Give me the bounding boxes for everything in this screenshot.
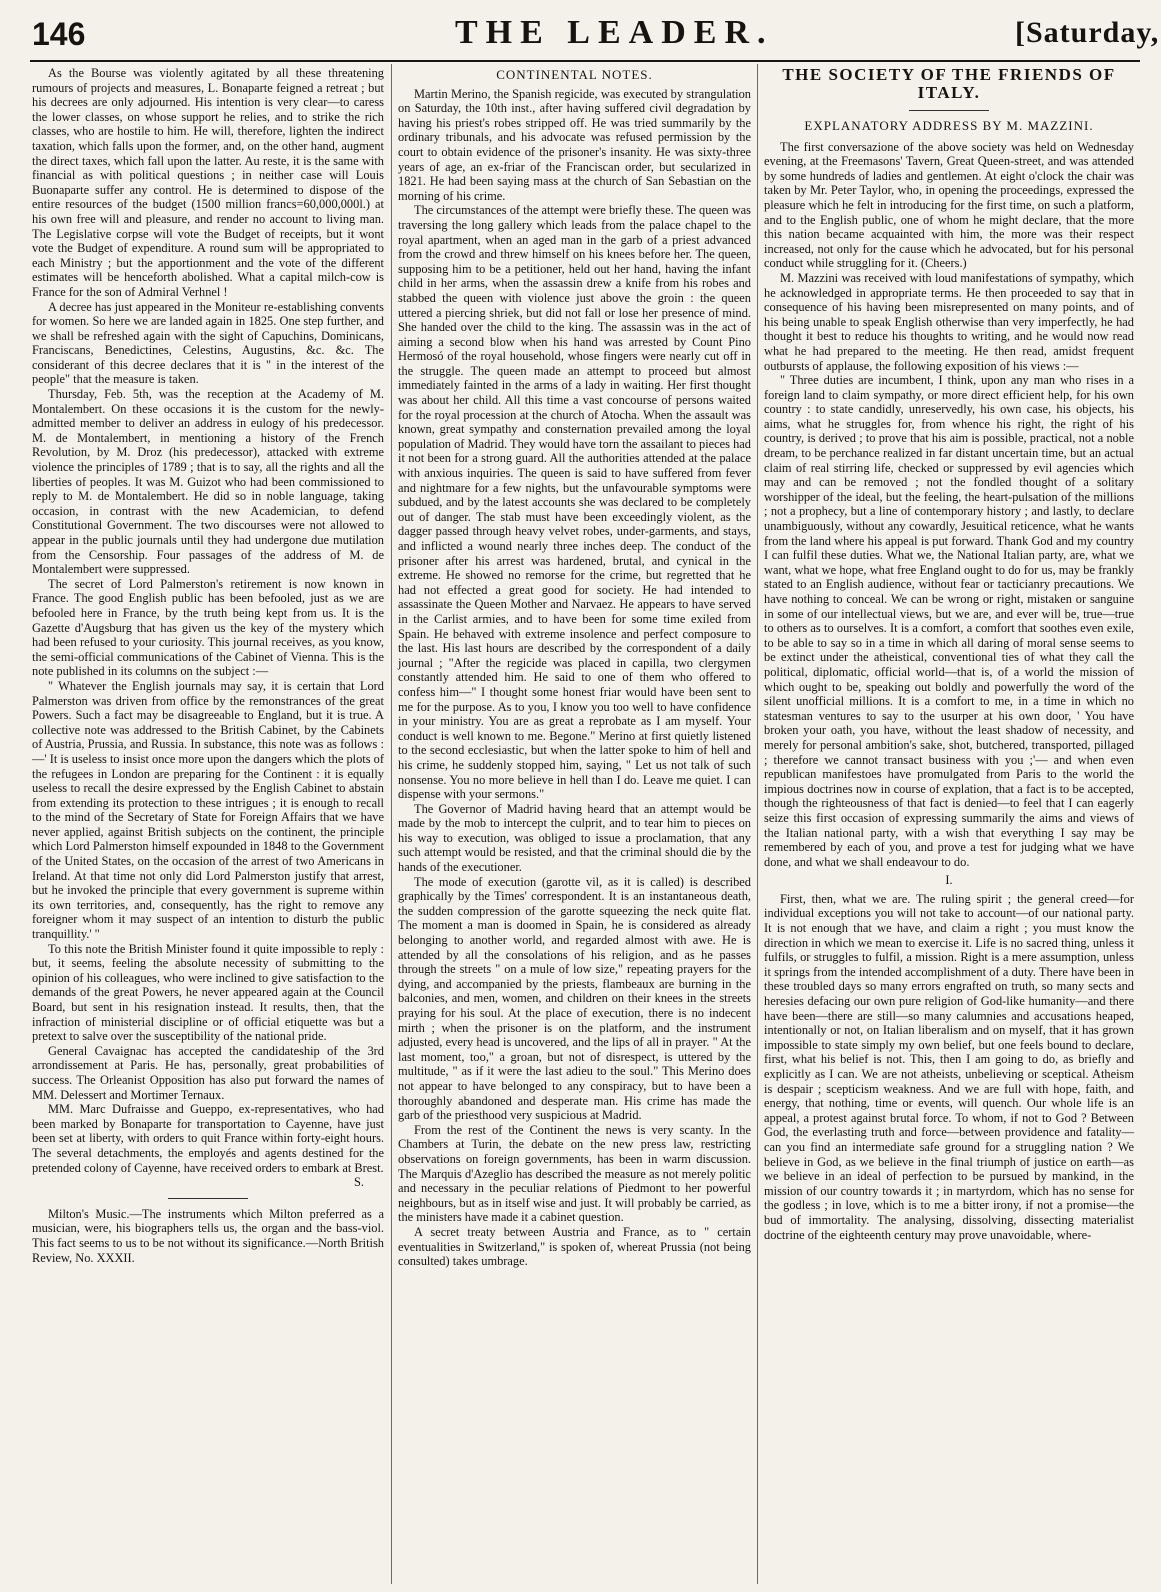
article-paragraph: As the Bourse was violently agitated by all these threatening rumours of projects and measures, L. Bonaparte feigned a retreat ; but his decrees are only adjourned. His intention is very clear—to caress the lower classes, on whose support he relies, and to strike the rich classes, who are hostile to him. He will, therefore, lighten the indirect taxation, which falls upon the former, and, on the other hand, augment the direct taxes, which fall upon the latter. Au reste, it is the same with financial as with political questions ; in neither case will Louis Buonaparte suffer any control. He is determined to dispose of the entire resources of the budget (1500 million francs=60,000,000l.) at his own free will and pleasure, and render no account to living man. The Legislative corpse will vote the Budget of receipts, but it wont vote the Budget of expenditure. A round sum will be appropriated to each Ministry ; but the apportionment and the vote of the different estimates will be henceforth abolished. What a capital milch-cow is France for the son of Admiral Verhnel !	[32, 66, 384, 299]
section-heading: THE SOCIETY OF THE FRIENDS OF ITALY.	[782, 65, 1116, 102]
article-paragraph: The secret of Lord Palmerston's retirement is now known in France. The good English public has been befooled, just as we are befooled here in France, by the truth being kept from us. It is the Gazette d'Augsburg that has given us the key of the mystery which had been refused to your curiosity. This journal receives, as you know, the semi-official communications of the Cabinet of Vienna. This is the note published in its columns on the subject :—	[32, 576, 384, 679]
article-paragraph: M. Mazzini was received with loud manifestations of sympathy, which he acknowledged in appropriate terms. He then proceeded to say that in consequence of his having been misrepresented on many points, and of his being unable to speak English otherwise than very imperfectly, he had thought it best to reduce his thoughts to writing, and he would now read what he had prepared to the meeting. He then read, amidst frequent outbursts of applause, the following exposition of his views :—	[764, 270, 1134, 373]
address-paragraph: First, then, what we are. The ruling spirit ; the general creed—for individual exceptions you will not take to account—of our national party. It is not enough that we have, and claim a right ; you must know the direction in which we mean to exercise it. Life is no sacred thing, unless it fulfils, or struggles to fulfil, a mission. Right is a mere assumption, unless it springs from the intended accomplishment of a duty. There have been in these troubled days so many errors engrafted on truth, so many sects and heresies defacing our own pure religion of God-like humanity—and there have been—there are still—so many calumnies and accusations heaped, intentionally or not, on Italian liberalism and on myself, that it has grown impossible to state simply my own belief, but one feels bound to declare, first, what his belief is not. This, then I am going to do, as briefly and explicitly as I can. We are not atheists, unbelieving or sceptical. Atheism is despair ; scepticism weakness. And we are full with hope, faith, and energy, that nothing, time or events, will quench. Our whole life is an appeal, a protest against brutal force. To whom, if not to God ? Between God, the everlasting truth and force—between providence and fatality—can you find an intermediate safe ground for a struggling nation ? We believe in God, as we believe in the final triumph of justice on earth—as we believe in an ideal of perfection to be pursued by mankind, in the mission of our country towards it ; in martyrdom, which has no sense for the godless ; in love, which is to me a bitter irony, if not a promise—the bud of immortality. The analysing, dissolving, dissecting materialist doctrine of the eighteenth century may prove unavoidable, where-	[764, 891, 1134, 1242]
article-paragraph: A decree has just appeared in the Moniteur re-establishing convents for women. So here we are landed again in 1825. One step further, and we shall be refreshed again with the sight of Capuchins, Dominicans, Franciscans, Benedictines, Celestins, Augustins, &c. &c. The considerant of this decree declares that it is " in the interest of the people" that the measure is taken.	[32, 299, 384, 387]
section-subheading: EXPLANATORY ADDRESS BY M. MAZZINI.	[804, 118, 1094, 133]
issue-date: [Saturday,	[1015, 16, 1160, 49]
section-rule	[168, 1198, 248, 1199]
article-paragraph: To this note the British Minister found it quite impossible to reply : but, it seems, feeling the absolute necessity of submitting to the opinion of his colleagues, who were inclined to give satisfaction to the demands of the great Powers, he never appeared again at the Council Board, but sent in his resignation instead. It results, then, that the infraction of ministerial discipline or of official etiquette was but a pretext to salve over the susceptibility of the national pride.	[32, 941, 384, 1044]
masthead	[0, 0, 1161, 60]
column-divider	[391, 64, 392, 1584]
article-quote: " Whatever the English journals may say, it is certain that Lord Palmerston was driven from office by the remonstrances of the great Powers. Such a fact may be disagreeable to England, but it is true. A collective note was addressed to the British Cabinet, by the Cabinets of Austria, Prussia, and Russia. In substance, this note was as follows :—' It is useless to insist once more upon the dangers which the plots of the refugees in London are preparing for the Continent : it is equally useless to recall the desire expressed by the English Cabinet to abstain from extending its protection to these intrigues ; it is enough to recall to the mind of the Secretary of State for Foreign Affairs that we have never applied, against British subjects on the continent, the principle which Lord Palmerston himself expounded in 1848 to the Government of the United States, on the occasion of the arrest of two Americans in Ireland. At that time not only did Lord Palmerston justify that arrest, but he invoked the principle that every government is supreme within its own territories, and, consequently, has the right to remove any foreigner whom it may suspect of an intention to disturb the public tranquillity.' "	[32, 678, 384, 942]
article-paragraph: From the rest of the Continent the news is very scanty. In the Chambers at Turin, the debate on the new press law, restricting observations on foreign governments, has been in warm discussion. The Marquis d'Azeglio has described the measure as not merely politic and necessary in the peculiar relations of Piedmont to her powerful neighbours, but as in itself wise and just. It will probably be carried, as the ministers have made it a cabinet question.	[398, 1122, 751, 1225]
article-paragraph: A secret treaty between Austria and France, as to " certain eventualities in Switzerland," is spoken of, whereat Prussia (not being consulted) takes umbrage.	[398, 1224, 751, 1269]
page-number: 146	[32, 16, 86, 52]
author-signature: S.	[354, 1175, 364, 1190]
article-paragraph: The mode of execution (garotte vil, as it is called) is described graphically by the Times' correspondent. It is an instantaneous death, the sudden compression of the garotte squeezing the neck quite flat. The moment a man is doomed in Spain, he is considered as already belonging to another world, and regarded almost with awe. He is attended by all the consolations of his religion, and as he passes through the streets " on a mule of low size," repeating prayers for the dying, and accompanied by the priests, flambeaux are burning in the balconies, and men, women, and children on their knees in the streets praying for his soul. At the place of execution, there is no indecent mirth ; when the prisoner is on the platform, and the instrument adjusted, every head is uncovered, and the lips of all in prayer. " At the last moment, too," a groan, but not of disrespect, is uttered by the multitude, " as if it were the last adieu to the soul." This Merino does not appear to have belonged to any conspiracy, but to have been a thoroughly abandoned and desperate man. His crime has made the garb of the priesthood very suspicious at Madrid.	[398, 874, 751, 1123]
note-paragraph: Milton's Music.—The instruments which Milton preferred as a musician, were, his biographers tells us, the organ and the bass-viol. This fact seems to us to be not without its significance.—North British Review, No. XXXII.	[32, 1206, 384, 1265]
article-paragraph: Thursday, Feb. 5th, was the reception at the Academy of M. Montalembert. On these occasions it is the custom for the newly-admitted member to deliver an address in eulogy of his predecessor. M. de Montalembert, in mentioning a history of the French Revolution, by M. Droz (his predecessor), attacked with extreme violence the principles of 1789 ; that is to say, all the rights and all the liberties of peoples. It was M. Guizot who had been commissioned to reply to M. de Montalembert. He did so in noble language, taking occasion, in contrast with the new Academician, to defend Constitutional Government. The two discourses were not allowed to appear in the public journals until they had undergone due mutilation from the Censorship. Four passages of the address of M. de Montalembert were suppressed.	[32, 387, 384, 577]
section-numeral: I.	[945, 873, 953, 888]
newspaper-title: THE LEADER.	[455, 14, 774, 51]
article-paragraph: The Governor of Madrid having heard that an attempt would be made by the mob to intercept the culprit, and to tear him to pieces on his way to execution, was obliged to issue a proclamation, that any such attempt would be resisted, and that the criminal should die by the hands of the executioner.	[398, 801, 751, 875]
article-paragraph: MM. Marc Dufraisse and Gueppo, ex-representatives, who had been marked by Bonaparte for transportation to Cayenne, have just been set at liberty, with orders to quit France within forty-eight hours. The several detachments, the employés and agents destined for the pretended colony of Cayenne, have received orders to embark at Brest.	[32, 1102, 384, 1175]
masthead-rule	[30, 60, 1140, 62]
column-left	[32, 66, 384, 1265]
article-paragraph: General Cavaignac has accepted the candidateship of the 3rd arrondissement at Paris. He has, personally, great probabilities of success. The Orleanist Opposition has also put forward the names of MM. Delessert and Mortimer Ternaux.	[32, 1043, 384, 1102]
article-paragraph: The first conversazione of the above society was held on Wednesday evening, at the Freemasons' Tavern, Great Queen-street, and was attended by some hundreds of ladies and gentlemen. At eight o'clock the chair was taken by Mr. Peter Taylor, who, in opening the proceedings, expressed the pleasure which he felt in introducing for the first time, on such a platform, and to the English public, one of whom he might declare, that the more this nation became acquainted with him, the more was their respect increased, not only for the cause which he advocated, but for his personal conduct while struggling for it. (Cheers.)	[764, 139, 1134, 271]
article-paragraph: Martin Merino, the Spanish regicide, was executed by strangulation on Saturday, the 10th inst., after having suffered civil degradation by having his priest's robes stripped off. He was tried summarily by the ordinary tribunals, and his advocate was refused permission by the court to obtain evidence of the prisoner's insanity. He was sixty-three years of age, an ex-friar of the Franciscan order, but secularized in 1821. He had been saying mass at the church of San Sebastian on the morning of his crime.	[398, 86, 751, 203]
heading-rule	[909, 110, 989, 111]
column-divider	[757, 64, 758, 1584]
address-paragraph: " Three duties are incumbent, I think, upon any man who rises in a foreign land to claim sympathy, or more direct efficient help, for his own country : to state candidly, unreservedly, his own case, his objects, his aims, what he struggles for, from whence his right, the right of his country, is derived ; to prove that his aim is possible, practical, not a noble dream, to be perchance realized in far distant uncertain time, but an actual claim of real stirring life, checked or suppressed by evil agencies which may and can be removed ; not the fondled thought of a solitary worshipper of the ideal, but the feeling, the heart-pulsation of the millions ; not a prophecy, but a line of contemporary history ; and lastly, to declare unambiguously, without any cowardly, Jesuitical reticence, what he wants from the land where his appeal is put forward. Thank God and my country I can fulfil these duties. What we, the National Italian party, are, what we want, what we hope, what free England ought to do for us, may be frankly stated to an English audience, without fear or tacticianry precautions. We have nothing to conceal. We can be wrong or right, mistaken or sanguine in some of our intellectual views, but we are, and ever will be, true—true to others as to ourselves. It is a comfort, a comfort that soothes even exile, to be able to say so in a time in which all daring of moral sense seems to be extinct under the atheistical, conventional ties of what they call the political, diplomatic, official world—that is, of a world the mission of which ought to be, speaking out boldly and powerfully the word of the silent unofficial millions. It is a comfort to me, in a time in which no statesman ventures to say to the usurper at his own door, ' You have broken your oath, you have, without the least shadow of necessity, and merely for personal ambition's sake, shot, butchered, transported, pillaged ; therefore we cannot transact business with you ;'— and when even republican manifestoes have promulgated from Paris to the world the impious doctrines now in course of explation, that a fact is to be accepted, though the righteousness of that fact is denied—to feel that I can eagerly seize this first occasion of expressing summarily the aims and views of the Italian national party, with a wish that everything I say may be remembered by each of you, and prove a test for judging what we have done, and what we shall endeavour to do.	[764, 373, 1134, 869]
column-middle	[398, 66, 751, 1269]
column-right	[764, 66, 1134, 1242]
miltons-music-note	[32, 1207, 384, 1265]
article-paragraph: The circumstances of the attempt were briefly these. The queen was traversing the long gallery which leads from the palace chapel to the royal apartment, when an aged man in the garb of a priest advanced from the crowd and threw himself on his knees before her. The queen, supposing him to be a petitioner, held out her hand, having the infant child in her arms, when the assassin drew a knife from his robes and stabbed the queen with violence just above the groin : the queen uttered a piercing shriek, but did not fall or lose her presence of mind. She handed over the child to the king. The assassin was in the act of aiming a second blow when his hand was arrested by Count Pino Hermosó of the royal household, whose fingers were nearly cut off in the struggle. The queen made an attempt to proceed but almost immediately fainted in the arms of a lady in waiting. Her first thought was about her child. All this time a vast concourse of persons waited for the royal procession at the church of Atocha. When the assault was known, great sympathy and consternation prevailed among the loyal population of Madrid. They would have torn the assailant to pieces had it not been for a strong guard. All the authorities attended at the palace with anxious inquiries. The queen is said to have suffered from fever and nightmare for a few nights, but the unfavourable symptoms were subdued, and by the latest accounts she was declared to be completely out of danger. The stab must have been exceedingly violent, as the dagger passed through heavy velvet robes, under-garments, and stays, and inflicted a wound nearly three inches deep. The conduct of the prisoner after his arrest was hardened, brutal, and cynical in the extreme. He showed no remorse for the crime, but regretted that he had not effected a great good for society. He had intended to assassinate the Queen Mother and Narvaez. He appears to have served in the Carlist armies, and to have been for some time exiled from Spain. He behaved with extreme insolence and perfect composure to the last. His last hours are described by the correspondent of a daily journal ; "After the regicide was placed in capilla, two clergymen constantly attended him. He said to one of them who offered to confess him—" I thought some honest friar would have been sent to me for the purpose. As to you, I know you too well to have confidence in your ministry. You are as great a reprobate as I am myself. Your conduct is well known to me. Begone." Merino at first quietly listened to the second ecclesiastic, but when the latter spoke to him of hell and his crime, he suddenly stopped him, saying, " Let us not talk of such nonsense. You no more believe in hell than I do. Leave me quiet. I can dispense with your sermons."	[398, 203, 751, 802]
section-heading: CONTINENTAL NOTES.	[496, 67, 653, 82]
